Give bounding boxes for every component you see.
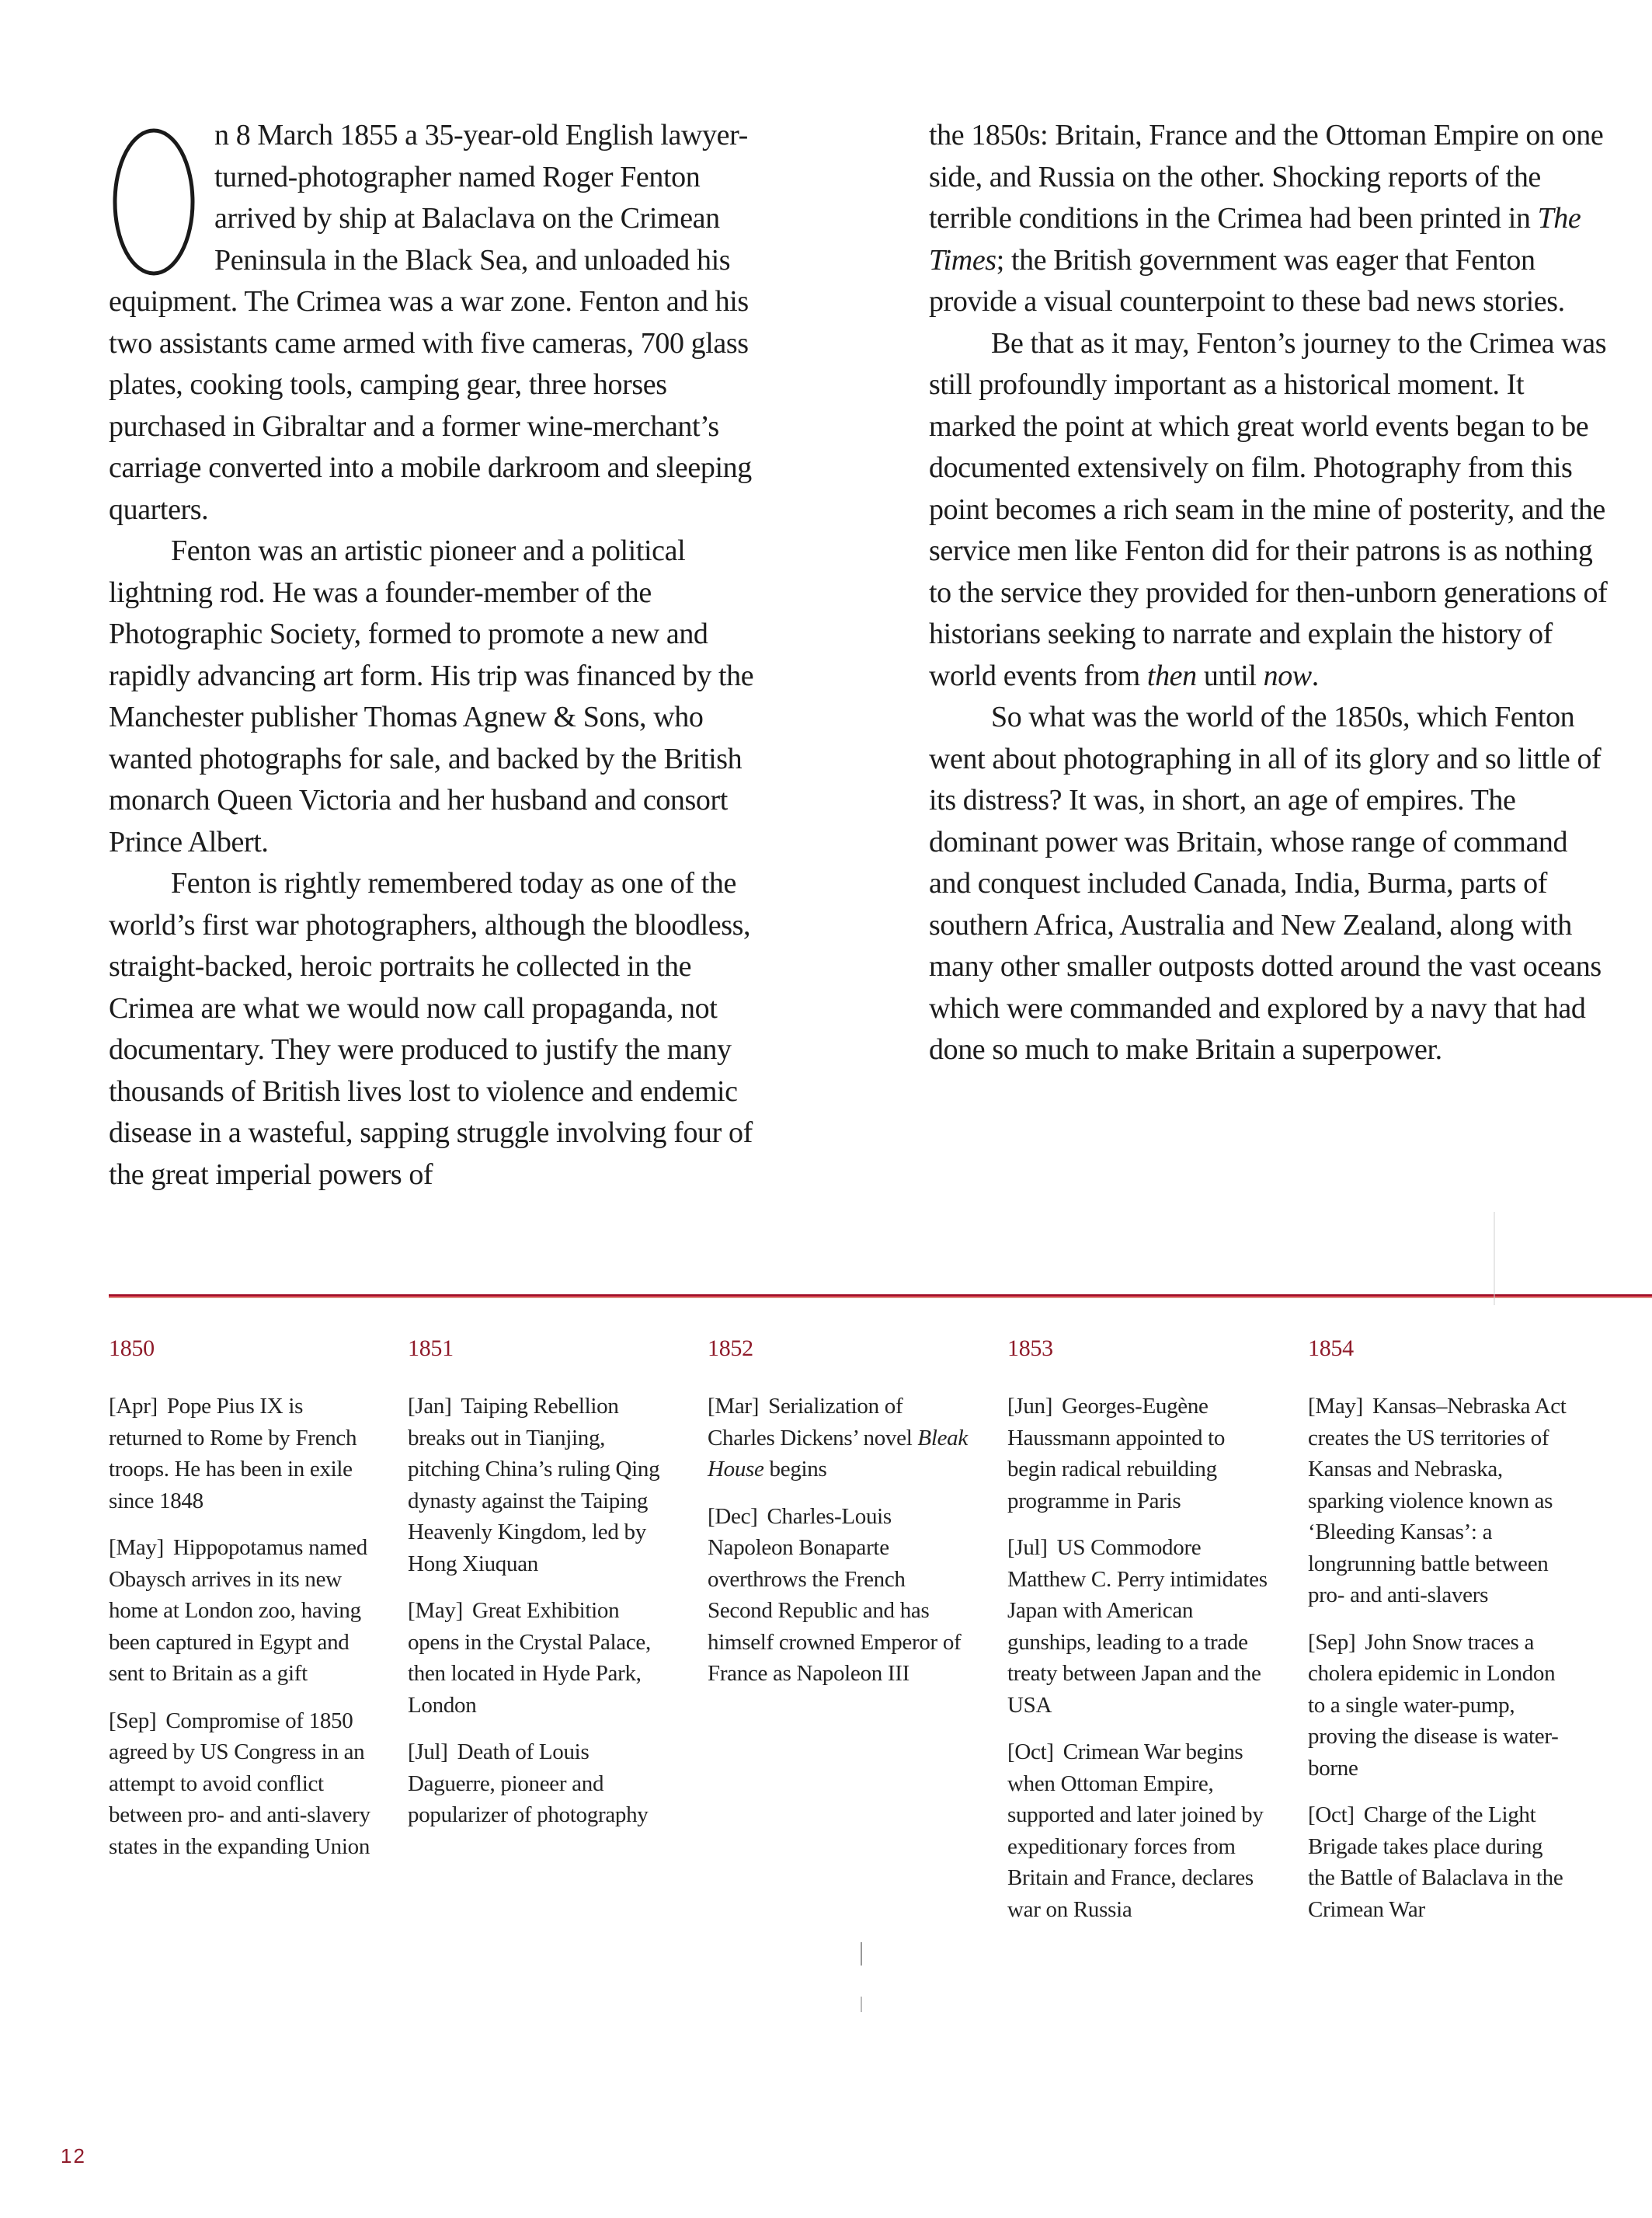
scan-artifact-mark — [861, 1942, 862, 1966]
event-month: [Mar] — [708, 1394, 760, 1419]
timeline-event: [May] Great Exhibition opens in the Crystal Palace, then located in Hyde Park, London — [408, 1598, 651, 1718]
drop-cap — [107, 126, 202, 281]
year-heading: 1853 — [1007, 1335, 1053, 1361]
paragraph-5: Be that as it may, Fenton’s journey to the Crimea was still profoundly important as a historical moment. It marked the point at which great world events began to be documented extensively on film. Photography from this point becomes a rich seam in the mine of posterity, and the service men like Fenton did for their patrons is as nothing to the service they provided for then-unborn generations of historians seeking to narrate and explain the history of world events from then until now. — [929, 326, 1608, 692]
drop-cap-o-glyph — [107, 126, 202, 281]
novel-title: Bleak House — [708, 1425, 968, 1482]
event-month: [Jun] — [1007, 1394, 1053, 1419]
timeline-event: [Dec] Charles-Louis Napoleon Bonaparte overthrows the French Second Republic and has himself crowned Emperor of France as Napoleon III — [708, 1503, 962, 1686]
event-month: [May] — [408, 1598, 463, 1623]
timeline-event: [May] Kansas–Nebraska Act creates the US territories of Kansas and Nebraska, sparking violence known as ‘Bleeding Kansas’: a longrunning battle between pro- and anti-slavers — [1308, 1394, 1567, 1607]
event-month: [May] — [109, 1535, 164, 1560]
timeline-event: [Jul] US Commodore Matthew C. Perry intimidates Japan with American gunships, leading to a trade treaty between Japan and the USA — [1007, 1535, 1268, 1718]
timeline-event: [Sep] John Snow traces a cholera epidemic in London to a single water-pump, proving the disease is water-borne — [1308, 1629, 1559, 1781]
event-month: [Sep] — [109, 1708, 157, 1733]
event-month: [Oct] — [1007, 1739, 1054, 1764]
publication-title: The Times — [929, 202, 1581, 277]
timeline-event: [Oct] Crimean War begins when Ottoman Empire, supported and later joined by expeditionary forces from Britain and France, declares war on Russia — [1007, 1739, 1264, 1922]
paragraph-4: the 1850s: Britain, France and the Ottoman Empire on one side, and Russia on the other. Shocking reports of the terrible conditions in the Crimea had been printed in The Times; the British government was eager that Fenton provide a visual counterpoint to these bad news stories. — [929, 119, 1604, 318]
article-right-column — [929, 115, 1612, 1071]
year-heading: 1850 — [109, 1335, 155, 1361]
year-heading: 1851 — [408, 1335, 454, 1361]
event-month: [Apr] — [109, 1394, 158, 1419]
timeline-event: [Jun] Georges-Eugène Haussmann appointed to begin radical rebuilding programme in Paris — [1007, 1394, 1226, 1513]
event-month: [Oct] — [1308, 1802, 1355, 1827]
emphasis-now: now — [1263, 659, 1312, 692]
year-heading: 1854 — [1308, 1335, 1354, 1361]
timeline-event: [Sep] Compromise of 1850 agreed by US Congress in an attempt to avoid conflict between pro- and anti-slavery states in the expanding Union — [109, 1708, 370, 1859]
timeline-year-1850 — [109, 1335, 373, 1878]
event-month: [Jan] — [408, 1394, 452, 1419]
paragraph-1-text: n 8 March 1855 a 35-year-old English lawyer-turned-photographer named Roger Fenton arrived by ship at Balaclava on the Crimean Peninsula in the Black Sea, and unloaded his equipment. The Crimea was a war zone. Fenton and his two assistants came armed with five cameras, 700 glass plates, cooking tools, camping gear, three horses purchased in Gibraltar and a former wine-merchant’s carriage converted into a mobile darkroom and sleeping quarters. — [109, 119, 752, 526]
paragraph-1 — [109, 115, 761, 531]
article-left-column — [109, 115, 761, 1196]
scan-artifact-mark — [861, 1997, 862, 2012]
event-month: [Sep] — [1308, 1629, 1356, 1655]
paragraph-6: So what was the world of the 1850s, which Fenton went about photographing in all of its glory and so little of its distress? It was, in short, an age of empires. The dominant power was Britain, whose range of command and conquest included Canada, India, Burma, parts of southern Africa, Australia and New Zealand, along with many other smaller outposts dotted around the vast oceans which were commanded and explored by a navy that had done so much to make Britain a superpower. — [929, 701, 1602, 1066]
timeline-rule-edge — [109, 1294, 1652, 1296]
scan-artifact-line — [1494, 1212, 1495, 1305]
page-number: 12 — [61, 2144, 86, 2168]
event-month: [May] — [1308, 1394, 1363, 1419]
timeline-event: [Jul] Death of Louis Daguerre, pioneer and popularizer of photography — [408, 1739, 649, 1827]
year-heading: 1852 — [708, 1335, 753, 1361]
event-month: [Jul] — [1007, 1535, 1048, 1560]
paragraph-2: Fenton was an artistic pioneer and a political lightning rod. He was a founder-member of the Photographic Society, formed to promote a new and rapidly advancing art form. His trip was financed by the Manchester publisher Thomas Agnew & Sons, who wanted photographs for sale, and backed by the British monarch Queen Victoria and her husband and consort Prince Albert. — [109, 534, 754, 858]
timeline-year-1853 — [1007, 1335, 1271, 1941]
timeline-event: [Jan] Taiping Rebellion breaks out in Tianjing, pitching China’s ruling Qing dynasty against the Taiping Heavenly Kingdom, led by Hong Xiuquan — [408, 1394, 660, 1576]
paragraph-3: Fenton is rightly remembered today as one of the world’s first war photographers, although the bloodless, straight-backed, heroic portraits he collected in the Crimea are what we would now call propaganda, not documentary. They were produced to justify the many thousands of British lives lost to violence and endemic disease in a wasteful, sapping struggle involving four of the great imperial powers of — [109, 867, 753, 1191]
timeline-year-1854 — [1308, 1335, 1572, 1941]
timeline-event: [Apr] Pope Pius IX is returned to Rome by French troops. He has been in exile since 1848 — [109, 1394, 357, 1513]
timeline-year-1852 — [708, 1335, 972, 1705]
timeline-event: [Mar] Serialization of Charles Dickens’ novel Bleak House begins — [708, 1394, 968, 1482]
timeline-year-1851 — [408, 1335, 672, 1847]
emphasis-then: then — [1146, 659, 1197, 692]
event-month: [Jul] — [408, 1739, 448, 1764]
event-month: [Dec] — [708, 1503, 758, 1529]
timeline-event: [May] Hippopotamus named Obaysch arrives in its new home at London zoo, having been captured in Egypt and sent to Britain as a gift — [109, 1535, 367, 1686]
timeline-event: [Oct] Charge of the Light Brigade takes place during the Battle of Balaclava in the Crimean War — [1308, 1802, 1563, 1922]
